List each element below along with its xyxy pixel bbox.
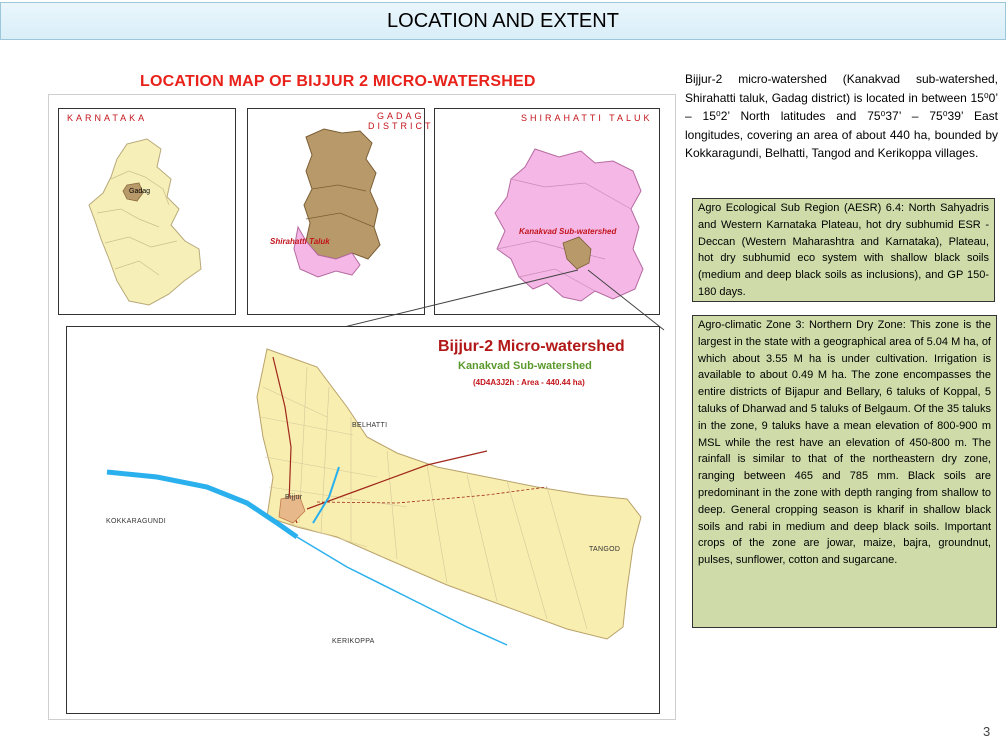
microwatershed-subtitle: Kanakvad Sub-watershed	[458, 360, 592, 372]
connector-lines	[0, 0, 680, 340]
place-kerikoppa: KERIKOPPA	[332, 638, 375, 645]
map-heading: LOCATION MAP OF BIJJUR 2 MICRO-WATERSHED	[140, 73, 536, 90]
page-number: 3	[983, 724, 991, 739]
inset-district-label: GADAG DISTRICT	[368, 111, 434, 131]
aesr-box	[692, 198, 995, 302]
agro-climatic-box	[692, 315, 997, 628]
inset-taluk-label: SHIRAHATTI TALUK	[521, 113, 653, 123]
place-tangod: TANGOD	[589, 546, 621, 553]
inset-state-district-label: Gadag	[129, 188, 151, 195]
agro-climatic-text: Agro-climatic Zone 3: Northern Dry Zone: This zone is the largest in the state with a geographical area of 5.04 M ha, of which about 3.55 M ha is under cultivation. Irrigation is available to about 0.49 M ha. The zone encompasses the entire districts of Bijapur and Bellary, 6 taluks of Koppal, 5 taluks of Dharwad and 5 taluks of Belgaum. Of the 35 taluks in the zone, 9 taluks have a mean elevation of 800-900 m MSL while the rest have an elevation of 450-800 m. The rainfall is similar to that of the northeastern dry zone, ranging between 465 and 785 mm. Black soils are predominant in the zone with depth ranging from shallow to deep. General cropping season is kharif in shallow black soils and rabi in medium and deep black soils. Important crops of the zone are jowar, maize, bajra, groundnut, pulses, sunflower, cotton and sugarcane.	[698, 319, 991, 567]
place-bijjur: Bijjur	[285, 494, 303, 501]
inset-state-label: KARNATAKA	[67, 113, 148, 123]
aesr-text: Agro Ecological Sub Region (AESR) 6.4: North Sahyadris and Western Karnataka Plateau, hot dry subhumid ESR - Deccan (Western Maharashtra and Karnataka), Plateau, hot dry subhumid eco system with shallow black soils (medium and deep black soils as inclusions), and GP 150-180 days.	[698, 202, 989, 298]
microwatershed-title: Bijjur-2 Micro-watershed	[438, 338, 625, 355]
place-kokkaragundi: KOKKARAGUNDI	[106, 518, 166, 525]
place-belhatti: BELHATTI	[352, 422, 388, 429]
microwatershed-area: (4D4A3J2h : Area - 440.44 ha)	[473, 378, 585, 387]
inset-taluk-subwatershed-label: Kanakvad Sub-watershed	[519, 227, 617, 236]
intro-paragraph: Bijjur-2 micro-watershed (Kanakvad sub-watershed, Shirahatti taluk, Gadag district) is located in between 15⁰0’ – 15⁰2’ North latitudes and 75⁰37’ – 75⁰39’ East longitudes, covering an area of about 440 ha, bounded by Kokkaragundi, Belhatti, Tangod and Kerikoppa villages.	[685, 72, 998, 160]
slide-title: LOCATION AND EXTENT	[387, 10, 619, 32]
inset-district-taluk-label: Shirahatti Taluk	[270, 237, 330, 246]
